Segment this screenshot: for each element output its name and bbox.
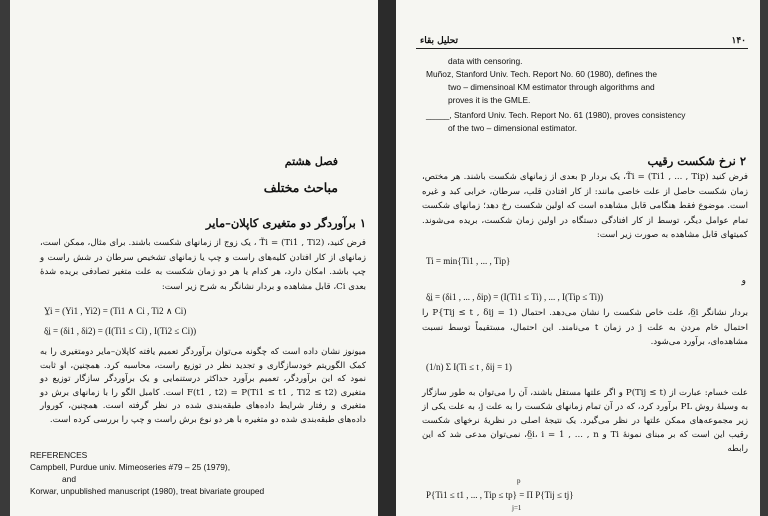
section-heading: ۱ برآوردگر دو متغیری کاپلان–مایر [205, 216, 366, 230]
ref-line-4: proves it is the GMLE. [448, 95, 531, 105]
running-header: تحلیل بقاء [420, 36, 458, 46]
ref-line-1: data with censoring. [448, 56, 523, 66]
equation-y: Y̲i = (Yi1 , Yi2) = (Ti1 ∧ Ci , Ti2 ∧ Ci) [44, 306, 187, 316]
chapter-title: فصل هشتم [284, 155, 338, 168]
equation-min: Ti = min{Ti1 , ... , Tip} [426, 256, 511, 266]
reference-and: and [62, 474, 76, 484]
chapter-subtitle: مباحث مختلف [263, 180, 338, 195]
ref-line-6: of the two – dimensional estimator. [448, 123, 577, 133]
equation-sum: (1/n) Σ I(Ti ≤ t , δij = 1) [426, 362, 512, 372]
page-gutter [378, 0, 396, 516]
equation-indicator: δ̲i = (δi1 , ... , δip) = (I(Ti1 ≤ Ti) , ... , I(Tip ≤ Ti)) [426, 292, 604, 302]
product-lower-limit: j=1 [512, 504, 522, 512]
ref-line-3: two – dimensinoal KM estimator through algorithms and [448, 82, 655, 92]
reference-campbell: Campbell, Purdue univ. Mimeoseries #79 – 25 (1979), [30, 462, 231, 472]
left-page [10, 0, 378, 516]
equation-product-text: P{Ti1 ≤ t1 , ... , Tip ≤ tp} = Π P{Tij ≤ tj} [426, 490, 574, 500]
section-heading-competing-risks: ۲ نرخ شکست رقیب [647, 154, 746, 168]
paragraph-net-probability: علت خسام: عبارت از (P(Tij ≤ t و اگر علتها مستقل باشند، آن را می‌توان به طور سازگار به وسیلهٔ روش PL برآورد کرد، که در آن تمام زمانهای شکست را به علت j، به علت یکی از زیر مجموعه‌های ممکن علتها در نظر می‌گیرد. یک نتیجهٔ اصلی در نظریهٔ نرخهای شکست رقیب این است که بر مبنای نمونهٔ Ti و δ̲i، i = 1 , ... , n، نمی‌توان مدعی شد که این رابطه [422, 388, 749, 454]
equation-delta: δ̲i = (δi1 , δi2) = (I(Ti1 ≤ Ci) , I(Ti2 ≤ Ci)) [44, 326, 197, 336]
reference-korwar: Korwar, unpublished manuscript (1980), treat bivariate grouped [30, 486, 265, 496]
equation-product [426, 490, 574, 500]
right-page [396, 0, 760, 516]
paragraph-crude-probability: بردار نشانگر δ̲i، علت خاص شکست را نشان می‌دهد. احتمال (P{Tij ≤ t , δij = 1 را احتمال خام مردن به علت j در زمان t می‌نامند. این احتمال، مستقیماً توسط نسبت مشاهده‌ای، برآورد می‌شود. [422, 308, 748, 348]
references-title: REFERENCES [30, 450, 88, 460]
page-number: ۱۴۰ [731, 36, 746, 46]
header-rule [416, 48, 748, 49]
paragraph-intro: فرض کنید، (T̃i = (Ti1 , Ti2 ، یک زوج از زمانهای شکست باشند. برای مثال، ممکن است، زمانهای از کار افتادن کلیه‌های راست و چپ یا زمانهای تشخیص سرطان در شش راست و چپ باشد. امکان دارد، هر کدام یا هر دو زمان شکست به علت متغیر تصادفی بریده شدهٔ بعدی Ci، قابل مشاهده و بردار نشانگر به شرح زیر است: [40, 238, 366, 292]
product-upper-limit: p [517, 477, 521, 485]
ref-line-5: _____, Stanford Univ. Tech. Report No. 61 (1980), proves consistency [426, 110, 686, 120]
paragraph-competing-intro: فرض کنید (T̃i = (Ti1 , ... , Tip، یک بردار p بعدی از زمانهای شکست باشند. هر مختص، زمان شکست حاصل از علت خاصی مانند: از کار افتادن قلب، سرطان، خرابی کبد و غیره است. موضوع فقط هنگامی قابل مشاهده است که اولین شکست رخ دهد؛ زمانهای شکست تمام عوامل دیگر، توسط از کار افتادگی دستگاه در اولین زمان شکست، بریده می‌شوند. کمیتهای قابل مشاهده به صورت زیر است: [422, 172, 748, 241]
paragraph-estimator: میونوز نشان داده است که چگونه می‌توان برآوردگر تعمیم یافته کاپلان–مایر دومتغیری را به کمک الگوریتم خودسازگاری و تجدید نظر در توزیع راست، محاسبه کرد. همچنین، او ثابت نمود که این برآوردگر، تعمیم برآورد حداکثر درستنمایی و یک برآوردگر سازگار توزیع دو متغیری (F(t1 , t2) = P(Ti1 ≤ t1 , Ti2 ≤ t2 است. کامبل الگو را با زمانهای برش دو متغیری و رفتار شرایط داده‌های طبقه‌بندی شده در نظر گرفته است. همچنین، کوروار داده‌های طبقه‌بندی شده دو متغیره با هر دو نوع برش راست و چپ را بررسی کرده است. [40, 347, 366, 425]
ref-line-2: Muñoz, Stanford Univ. Tech. Report No. 60 (1980), defines the [426, 69, 658, 79]
conjunction-and: و [741, 276, 746, 286]
